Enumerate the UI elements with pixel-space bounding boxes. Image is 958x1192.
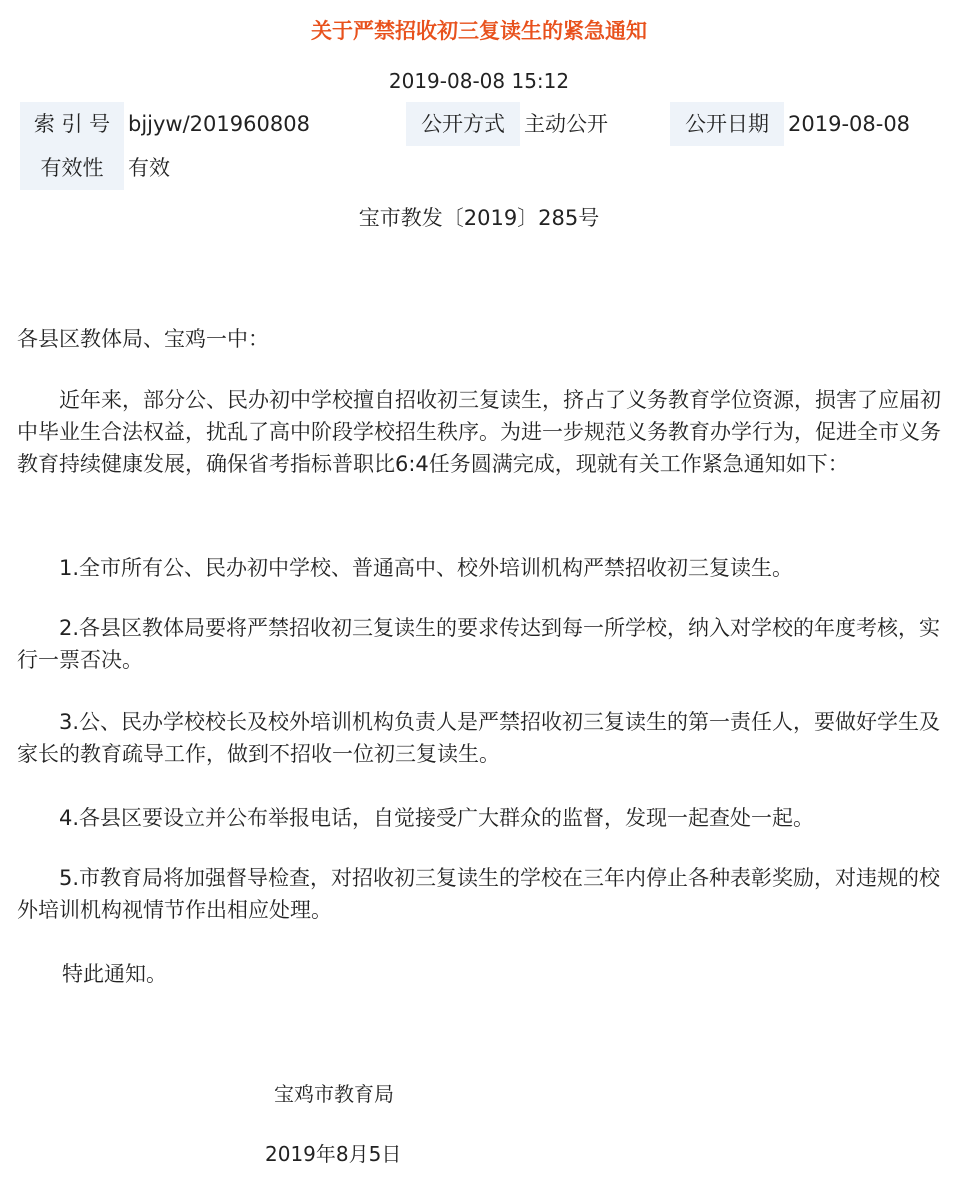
item-paragraph-1: 1.全市所有公、民办初中学校、普通高中、校外培训机构严禁招收初三复读生。 (59, 556, 794, 580)
salutation: 各县区教体局、宝鸡一中： (17, 327, 269, 351)
validity-value: 有效 (128, 156, 170, 180)
disclosure-date-value: 2019-08-08 (788, 112, 911, 136)
page-title: 关于严禁招收初三复读生的紧急通知 (311, 19, 647, 43)
item-paragraph-5: 5.市教育局将加强督导检查，对招收初三复读生的学校在三年内停止各种表彰奖励，对违规的校外培训机构视情节作出相应处理。 (17, 866, 941, 922)
item-paragraph-2: 2.各县区教体局要将严禁招收初三复读生的要求传达到每一所学校，纳入对学校的年度考核，实行一票否决。 (17, 616, 941, 672)
validity-label: 有效性 (20, 146, 124, 190)
issue-date: 2019年8月5日 (265, 1142, 402, 1166)
closing-remark: 特此通知。 (62, 962, 167, 986)
disclosure-method-label: 公开方式 (406, 102, 520, 146)
intro-paragraph: 近年来，部分公、民办初中学校擅自招收初三复读生，挤占了义务教育学位资源，损害了应届初中毕业生合法权益，扰乱了高中阶段学校招生秩序。为进一步规范义务教育办学行为，促进全市义务教育持续健康发展，确保省考指标普职比6:4任务圆满完成，现就有关工作紧急通知如下： (17, 388, 941, 476)
item-paragraph-3: 3.公、民办学校校长及校外培训机构负责人是严禁招收初三复读生的第一责任人，要做好学生及家长的教育疏导工作，做到不招收一位初三复读生。 (17, 710, 941, 766)
disclosure-date-label: 公开日期 (670, 102, 784, 146)
item-paragraph-4: 4.各县区要设立并公布举报电话，自觉接受广大群众的监督，发现一起查处一起。 (59, 806, 815, 830)
document-number: 宝市教发〔2019〕285号 (358, 206, 600, 230)
index-number-value: bjjyw/201960808 (128, 112, 310, 136)
issuing-authority: 宝鸡市教育局 (274, 1082, 394, 1106)
disclosure-method-value: 主动公开 (524, 112, 608, 136)
publish-datetime: 2019-08-08 15:12 (388, 69, 570, 93)
index-number-label: 索 引 号 (20, 102, 124, 146)
